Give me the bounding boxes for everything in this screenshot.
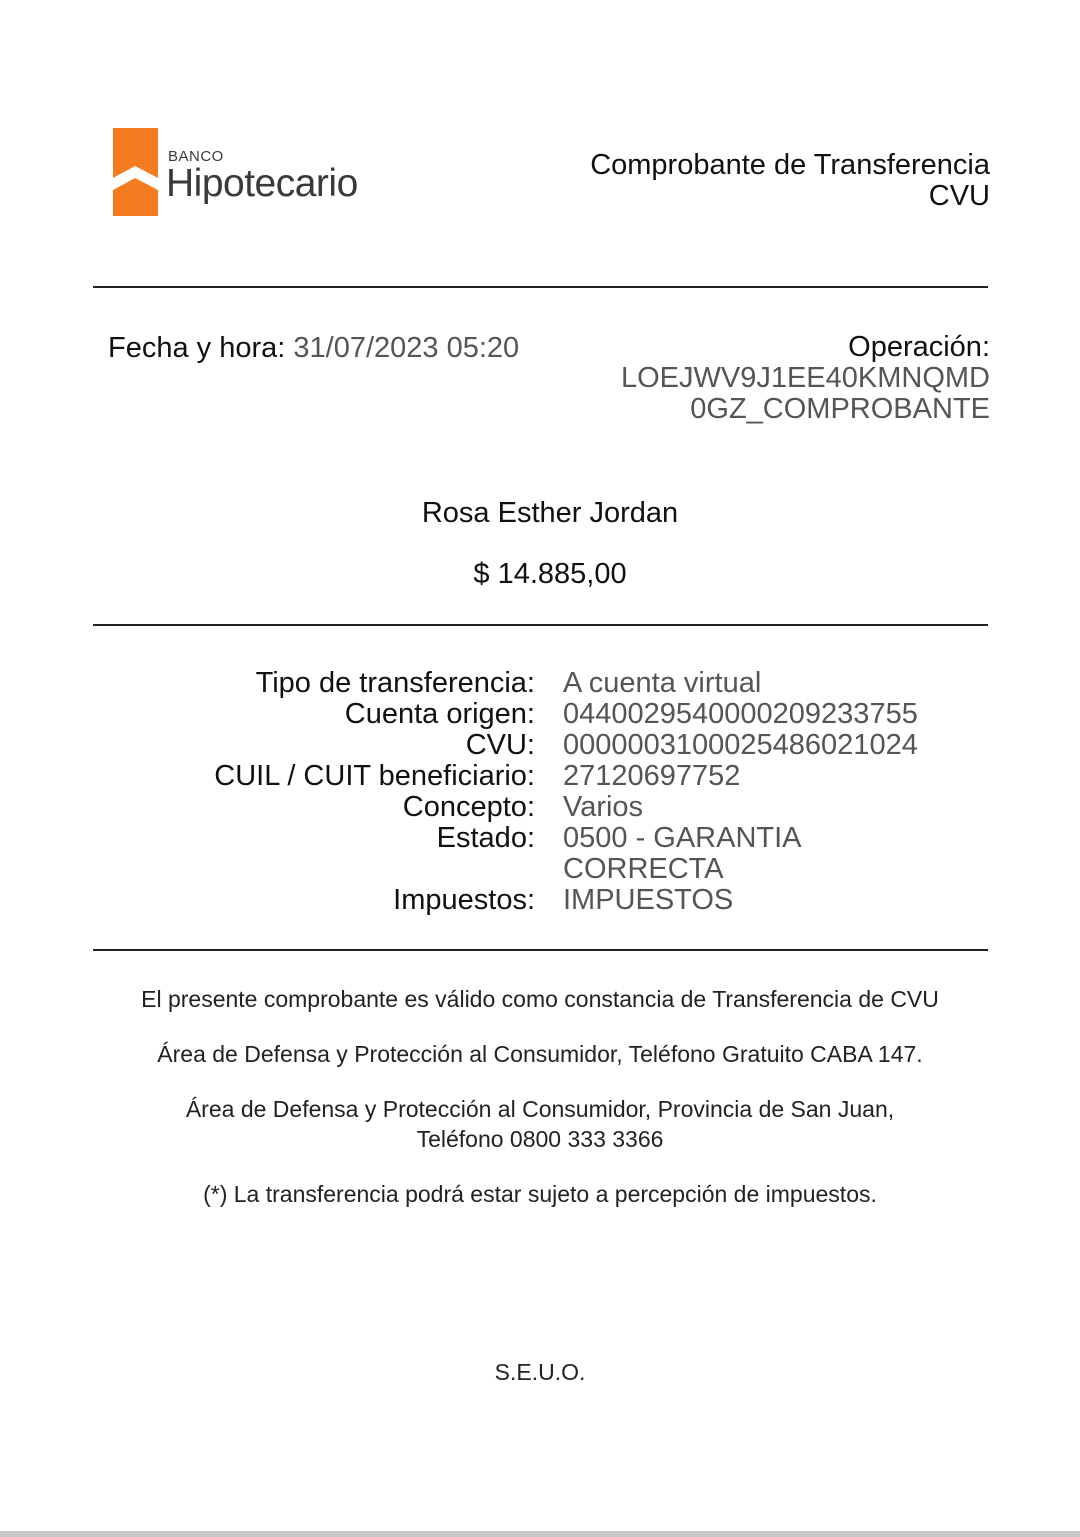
- detail-value: 27120697752: [563, 760, 741, 792]
- detail-row-cuenta-origen: [93, 699, 988, 730]
- fecha-hora: [108, 332, 519, 365]
- operacion: [610, 332, 990, 425]
- divider: [93, 624, 988, 626]
- transfer-details: [93, 668, 988, 916]
- document-title: [590, 150, 990, 212]
- operacion-label: Operación:: [848, 331, 990, 363]
- bottom-edge-bar: [0, 1531, 1080, 1537]
- detail-label: CUIL / CUIT beneficiario:: [214, 760, 535, 792]
- detail-row-tipo: [93, 668, 988, 699]
- detail-value: 0500 - GARANTIA CORRECTA: [563, 822, 800, 885]
- defensa-caba-note: Área de Defensa y Protección al Consumidor, Teléfono Gratuito CABA 147.: [157, 1041, 923, 1067]
- detail-label: Cuenta origen:: [344, 698, 535, 730]
- fecha-label: Fecha y hora:: [108, 332, 286, 364]
- detail-label: Tipo de transferencia:: [255, 667, 535, 699]
- logo-brand-name: Hipotecario: [166, 162, 358, 205]
- house-logo-icon: [110, 126, 160, 218]
- logo-banco-text: BANCO: [168, 148, 224, 165]
- detail-row-cuil: [93, 761, 988, 792]
- divider: [93, 286, 988, 288]
- detail-value: A cuenta virtual: [563, 667, 762, 699]
- title-line-1: Comprobante de Transferencia: [590, 149, 990, 181]
- beneficiary-name: Rosa Esther Jordan: [421, 497, 679, 529]
- detail-row-impuestos: [93, 885, 988, 916]
- detail-label: Estado:: [436, 822, 535, 854]
- defensa-sanjuan-note: [80, 1094, 1000, 1154]
- divider: [93, 949, 988, 951]
- tax-note: (*) La transferencia podrá estar sujeto a percepción de impuestos.: [203, 1181, 877, 1207]
- detail-row-estado: [93, 823, 988, 885]
- fecha-value: 31/07/2023 05:20: [293, 332, 520, 364]
- detail-value: 0000003100025486021024: [563, 729, 918, 761]
- detail-value: 0440029540000209233755: [563, 698, 918, 730]
- transfer-amount: $ 14.885,00: [473, 558, 627, 590]
- detail-label: Concepto:: [402, 791, 535, 823]
- detail-row-cvu: [93, 730, 988, 761]
- detail-value: IMPUESTOS: [563, 884, 734, 916]
- detail-row-concepto: [93, 792, 988, 823]
- bank-logo: [110, 126, 380, 221]
- title-line-2: CVU: [928, 180, 990, 212]
- detail-label: CVU:: [465, 729, 535, 761]
- defensa-sanjuan-line-2: Teléfono 0800 333 3366: [416, 1126, 664, 1152]
- seuo-note: S.E.U.O.: [494, 1359, 586, 1385]
- detail-label: Impuestos:: [393, 884, 535, 916]
- operacion-value: LOEJWV9J1EE40KMNQMD0GZ_COMPROBANTE: [620, 362, 990, 425]
- detail-value: Varios: [563, 791, 644, 823]
- defensa-sanjuan-line-1: Área de Defensa y Protección al Consumidor, Provincia de San Juan,: [185, 1096, 895, 1122]
- validity-note: El presente comprobante es válido como constancia de Transferencia de CVU: [141, 986, 939, 1012]
